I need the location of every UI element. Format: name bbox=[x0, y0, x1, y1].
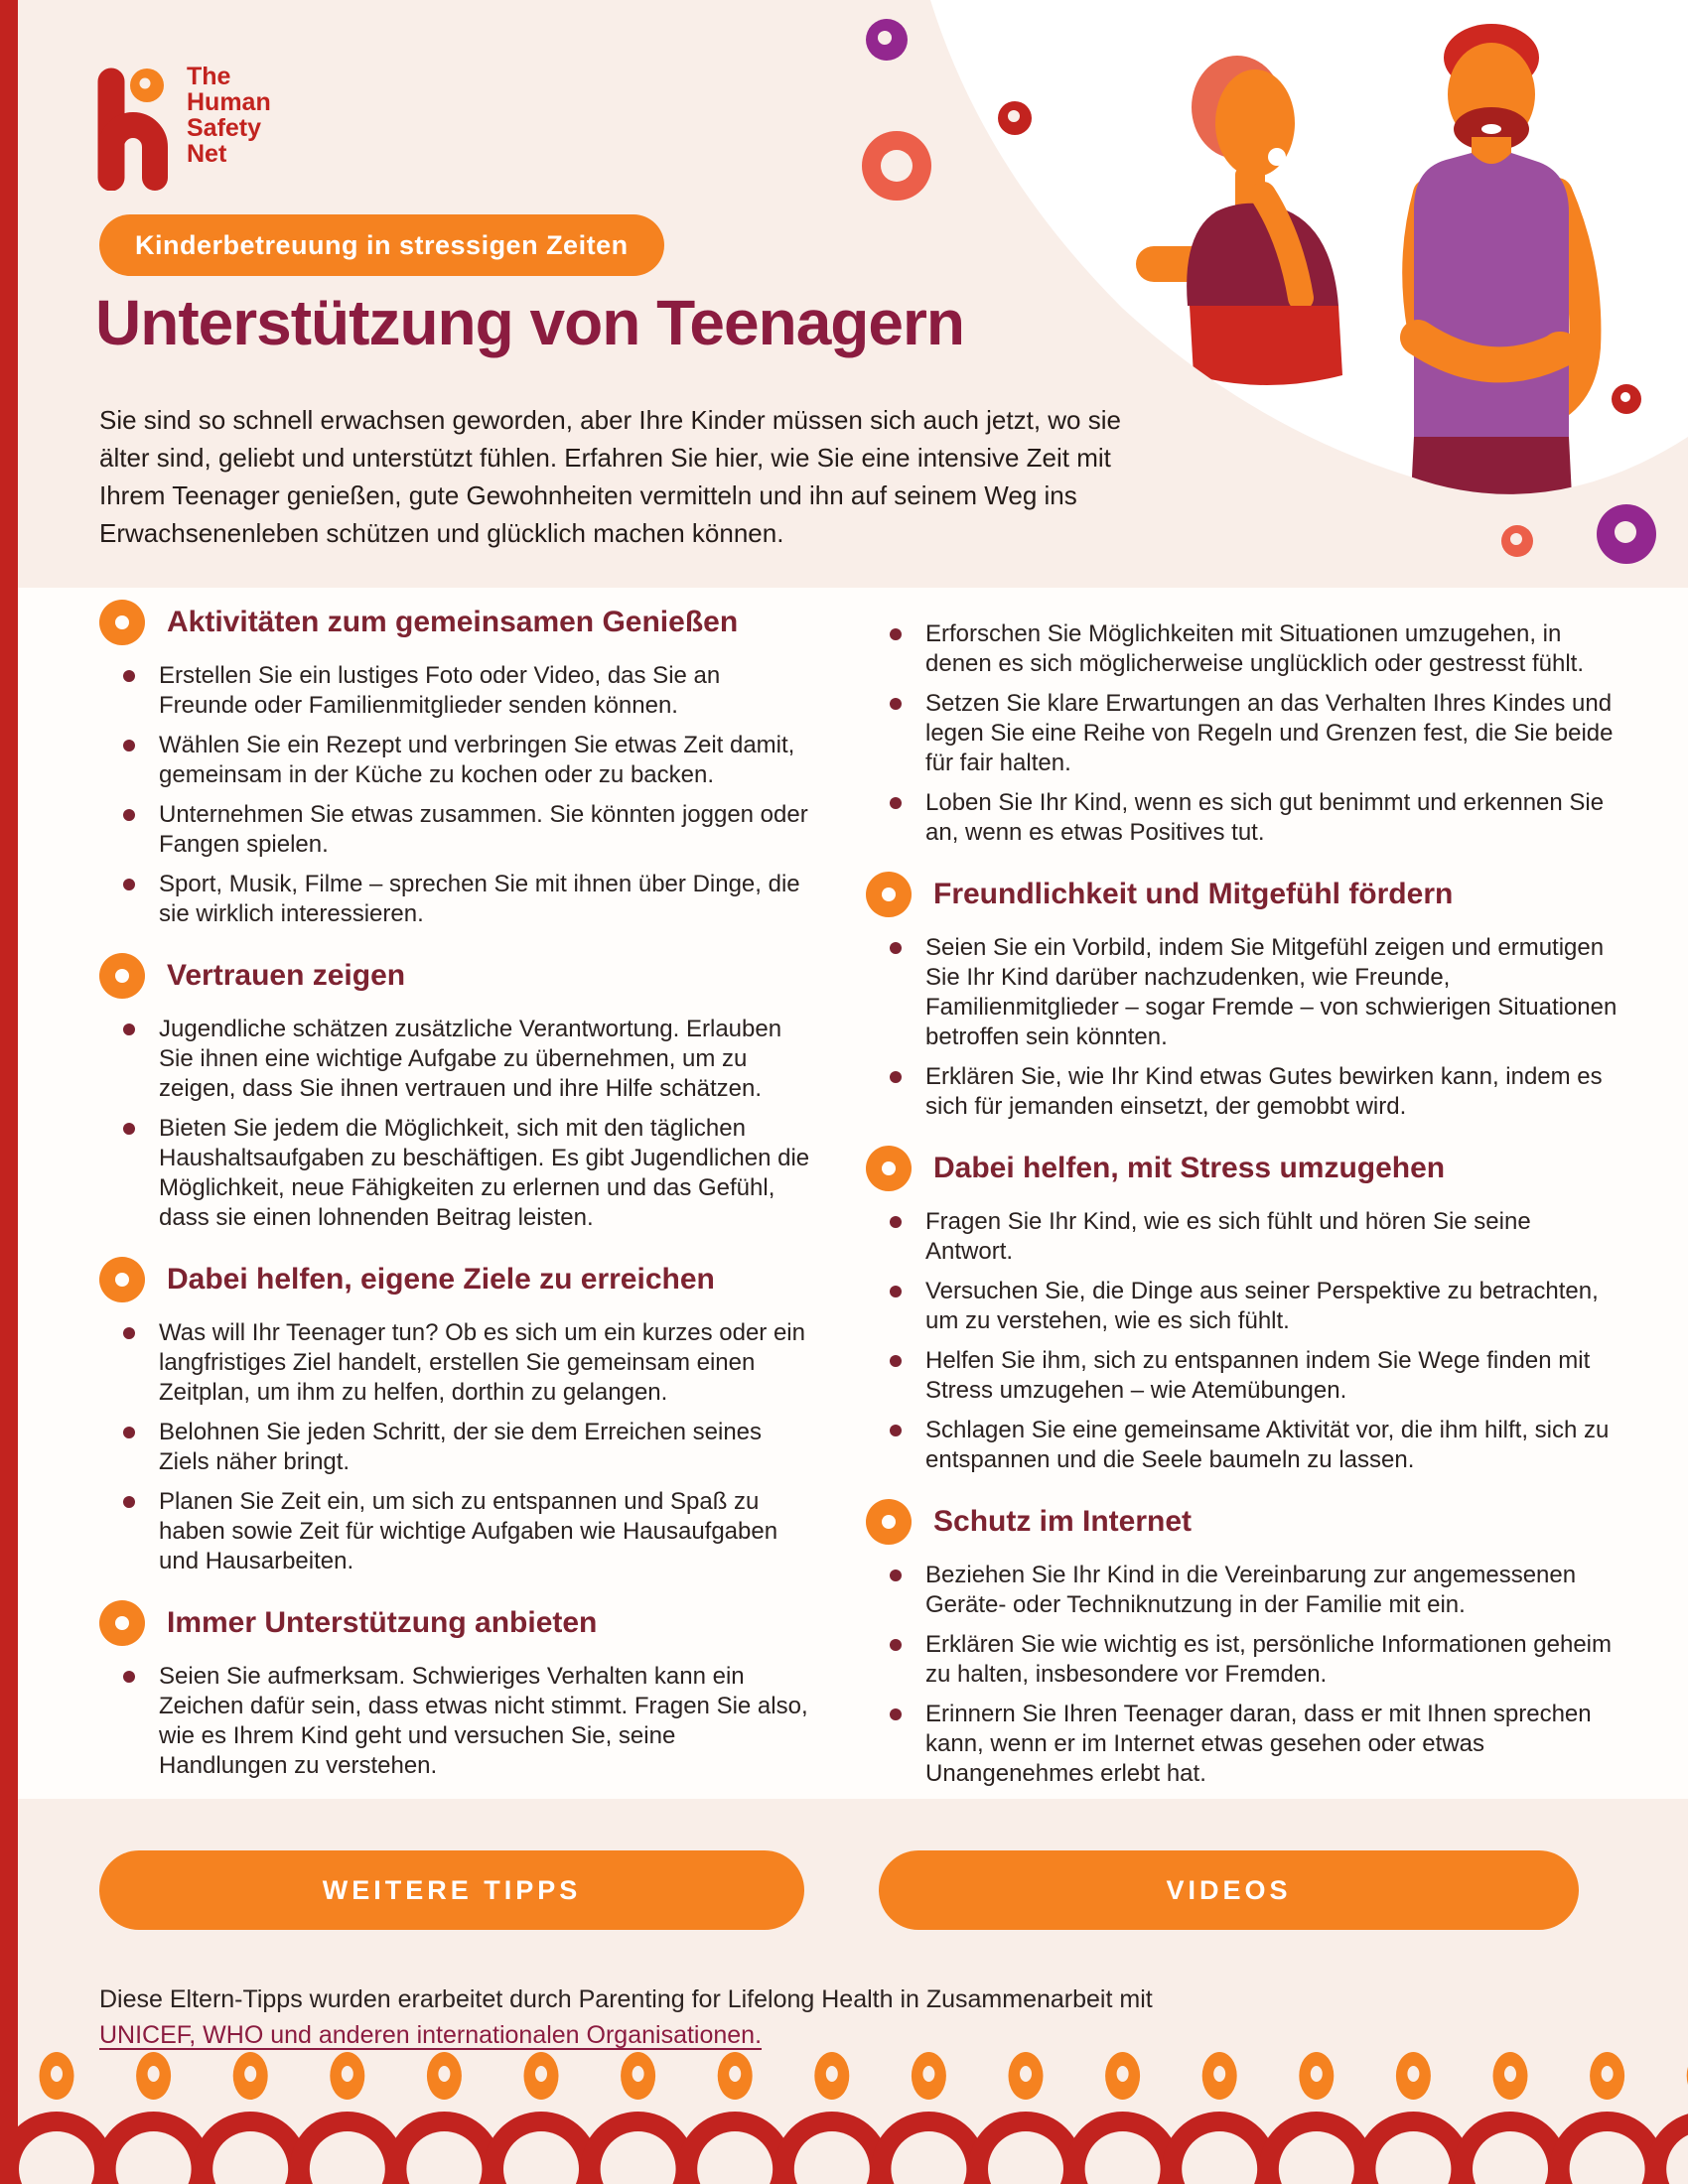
tip-item bbox=[99, 1318, 810, 1408]
section-donut-icon bbox=[866, 1499, 912, 1545]
tip-text: Unternehmen Sie etwas zusammen. Sie könnten joggen oder Fangen spielen. bbox=[159, 801, 808, 858]
tip-item bbox=[99, 1487, 810, 1576]
bullet-dot-icon bbox=[890, 1286, 902, 1297]
more-tips-button[interactable]: WEITERE TIPPS bbox=[99, 1850, 804, 1930]
section-heading: Freundlichkeit und Mitgefühl fördern bbox=[933, 878, 1454, 910]
section-header bbox=[866, 872, 1620, 917]
bullet-dot-icon bbox=[123, 809, 135, 821]
tip-text: Belohnen Sie jeden Schritt, der sie dem Erreichen seines Ziels näher bringt. bbox=[159, 1419, 763, 1475]
section-donut-icon bbox=[99, 953, 145, 999]
bullet-dot-icon bbox=[123, 1123, 135, 1135]
intro-paragraph: Sie sind so schnell erwachsen geworden, aber Ihre Kinder müssen sich auch jetzt, wo sie älter sind, geliebt und unterstützt fühlen. Erfahren Sie hier, wie Sie eine intensive Zeit mit Ihrem Teenager genießen, gute Gewohnheiten vermitteln und ihn auf seinem Weg ins Erwachsenenleben schützen und glücklich machen können. bbox=[99, 405, 1121, 548]
tip-text: Bieten Sie jedem die Möglichkeit, sich mit den täglichen Haushaltsaufgaben zu beschäftigen. Es gibt Jugendlichen die Möglichkeit, neue Fähigkeiten zu erlernen und das Gefühl, dass sie einen lohnenden Beitrag leisten. bbox=[159, 1115, 810, 1231]
tips-list bbox=[99, 1662, 810, 1781]
tip-text: Erforschen Sie Möglichkeiten mit Situationen umzugehen, in denen es sich möglicherweise unglücklich oder gestresst fühlt. bbox=[925, 620, 1585, 677]
tip-item bbox=[866, 933, 1620, 1052]
bullet-dot-icon bbox=[890, 1570, 902, 1581]
tips-section bbox=[99, 953, 810, 1233]
tip-item bbox=[99, 661, 810, 721]
tip-text: Schlagen Sie eine gemeinsame Aktivität vor, die ihm hilft, sich zu entspannen und die Seele baumeln zu lassen. bbox=[925, 1417, 1610, 1473]
tip-item bbox=[99, 1418, 810, 1477]
tip-text: Versuchen Sie, die Dinge aus seiner Perspektive zu betrachten, um zu verstehen, wie es sich fühlt. bbox=[925, 1278, 1599, 1334]
section-heading: Vertrauen zeigen bbox=[167, 959, 406, 992]
section-header bbox=[99, 953, 810, 999]
tips-section bbox=[99, 600, 810, 929]
bullet-dot-icon bbox=[890, 797, 902, 809]
page-title: Unterstützung von Teenagern bbox=[95, 287, 964, 358]
bullet-dot-icon bbox=[890, 1639, 902, 1651]
tips-list bbox=[99, 661, 810, 929]
tips-list bbox=[866, 933, 1620, 1122]
bullet-dot-icon bbox=[123, 670, 135, 682]
tips-section bbox=[866, 1146, 1620, 1475]
tip-text: Erklären Sie wie wichtig es ist, persönliche Informationen geheim zu halten, insbesondere vor Fremden. bbox=[925, 1631, 1612, 1688]
section-heading: Dabei helfen, eigene Ziele zu erreichen bbox=[167, 1263, 715, 1296]
tip-item bbox=[866, 1630, 1620, 1690]
tip-item bbox=[866, 788, 1620, 848]
section-header bbox=[866, 1146, 1620, 1191]
tip-item bbox=[866, 1062, 1620, 1122]
section-donut-icon bbox=[99, 600, 145, 645]
section-header bbox=[866, 1499, 1620, 1545]
bullet-dot-icon bbox=[890, 1708, 902, 1720]
bullet-dot-icon bbox=[890, 628, 902, 640]
tips-list bbox=[866, 619, 1620, 848]
tip-item bbox=[99, 800, 810, 860]
section-donut-icon bbox=[99, 1600, 145, 1646]
tips-section bbox=[99, 1257, 810, 1576]
tips-list bbox=[99, 1015, 810, 1233]
section-heading: Aktivitäten zum gemeinsamen Genießen bbox=[167, 606, 739, 638]
bullet-dot-icon bbox=[890, 1355, 902, 1367]
tip-item bbox=[866, 1561, 1620, 1620]
tips-list bbox=[99, 1318, 810, 1576]
bullet-dot-icon bbox=[123, 1496, 135, 1508]
tip-item bbox=[866, 1346, 1620, 1406]
section-donut-icon bbox=[866, 872, 912, 917]
bullet-dot-icon bbox=[123, 1024, 135, 1035]
tip-item bbox=[99, 1662, 810, 1781]
bullet-dot-icon bbox=[123, 1671, 135, 1683]
tip-item bbox=[866, 1416, 1620, 1475]
section-donut-icon bbox=[866, 1146, 912, 1191]
bullet-dot-icon bbox=[890, 1216, 902, 1228]
tips-section bbox=[866, 872, 1620, 1122]
tip-text: Loben Sie Ihr Kind, wenn es sich gut benimmt und erkennen Sie an, wenn es etwas Positives tut. bbox=[925, 789, 1605, 846]
tips-list bbox=[866, 1207, 1620, 1475]
bullet-dot-icon bbox=[123, 1327, 135, 1339]
section-heading: Schutz im Internet bbox=[933, 1505, 1193, 1538]
section-header bbox=[99, 1600, 810, 1646]
left-edge-stripe bbox=[0, 0, 18, 2184]
tip-text: Erinnern Sie Ihren Teenager daran, dass er mit Ihnen sprechen kann, wenn er im Internet etwas gesehen oder etwas Unangenehmes erlebt hat. bbox=[925, 1701, 1592, 1787]
bottom-border-decoration bbox=[0, 2035, 1688, 2184]
organisations-link[interactable]: UNICEF, WHO und anderen internationalen Organisationen. bbox=[99, 2021, 763, 2049]
videos-button[interactable]: VIDEOS bbox=[879, 1850, 1579, 1930]
tip-text: Jugendliche schätzen zusätzliche Verantwortung. Erlauben Sie ihnen eine wichtige Aufgabe zu übernehmen, um zu zeigen, dass Sie ihnen vertrauen und ihre Hilfe schätzen. bbox=[159, 1016, 782, 1102]
tip-item bbox=[866, 1277, 1620, 1336]
tip-item bbox=[866, 689, 1620, 778]
tip-item bbox=[99, 870, 810, 929]
tips-section bbox=[866, 619, 1620, 848]
logo bbox=[97, 60, 271, 191]
left-column bbox=[99, 600, 810, 1791]
tip-item bbox=[99, 731, 810, 790]
topic-badge: Kinderbetreuung in stressigen Zeiten bbox=[99, 214, 664, 276]
tip-item bbox=[866, 1207, 1620, 1267]
bullet-dot-icon bbox=[890, 942, 902, 954]
tip-text: Fragen Sie Ihr Kind, wie es sich fühlt und hören Sie seine Antwort. bbox=[925, 1208, 1531, 1265]
human-safety-net-person-icon bbox=[97, 60, 171, 191]
right-column bbox=[866, 600, 1620, 1799]
tip-item bbox=[99, 1015, 810, 1104]
footer-text: Diese Eltern-Tipps wurden erarbeitet durch Parenting for Lifelong Health in Zusammenarbeit mit bbox=[99, 1985, 1153, 2013]
bullet-dot-icon bbox=[890, 698, 902, 710]
bullet-dot-icon bbox=[123, 879, 135, 890]
tip-text: Seien Sie ein Vorbild, indem Sie Mitgefühl zeigen und ermutigen Sie Ihr Kind darüber nachzudenken, wie Freunde, Familienmitglieder – sogar Fremde – von schwierigen Situationen betroffen sein könnten. bbox=[925, 934, 1618, 1050]
section-header bbox=[99, 1257, 810, 1302]
bullet-dot-icon bbox=[123, 740, 135, 751]
section-heading: Dabei helfen, mit Stress umzugehen bbox=[933, 1152, 1446, 1184]
section-header bbox=[99, 600, 810, 645]
tip-text: Erklären Sie, wie Ihr Kind etwas Gutes bewirken kann, indem es sich für jemanden einsetzt, der gemobbt wird. bbox=[925, 1063, 1603, 1120]
tip-text: Helfen Sie ihm, sich zu entspannen indem Sie Wege finden mit Stress umzugehen – wie Atemübungen. bbox=[925, 1347, 1591, 1404]
tip-text: Wählen Sie ein Rezept und verbringen Sie etwas Zeit damit, gemeinsam in der Küche zu kochen oder zu backen. bbox=[159, 732, 795, 788]
section-heading: Immer Unterstützung anbieten bbox=[167, 1606, 598, 1639]
tips-list bbox=[866, 1561, 1620, 1789]
bullet-dot-icon bbox=[123, 1427, 135, 1438]
bullet-dot-icon bbox=[890, 1071, 902, 1083]
tip-item bbox=[866, 619, 1620, 679]
tip-text: Planen Sie Zeit ein, um sich zu entspannen und Spaß zu haben sowie Zeit für wichtige Aufgaben wie Hausaufgaben und Hausarbeiten. bbox=[159, 1488, 778, 1574]
tip-text: Erstellen Sie ein lustiges Foto oder Video, das Sie an Freunde oder Familienmitglieder senden können. bbox=[159, 662, 721, 719]
logo-wordmark: The Human Safety Net bbox=[187, 63, 271, 168]
tip-item bbox=[866, 1700, 1620, 1789]
tip-item bbox=[99, 1114, 810, 1233]
tip-text: Seien Sie aufmerksam. Schwieriges Verhalten kann ein Zeichen dafür sein, dass etwas nicht stimmt. Fragen Sie also, wie es Ihrem Kind geht und versuchen Sie, seine Handlungen zu verstehen. bbox=[159, 1663, 808, 1779]
tips-section bbox=[99, 1600, 810, 1781]
section-donut-icon bbox=[99, 1257, 145, 1302]
tip-text: Beziehen Sie Ihr Kind in die Vereinbarung zur angemessenen Geräte- oder Techniknutzung in der Familie mit ein. bbox=[925, 1562, 1577, 1618]
tip-text: Setzen Sie klare Erwartungen an das Verhalten Ihres Kindes und legen Sie eine Reihe von Regeln und Grenzen fest, die Sie beide für fair halten. bbox=[925, 690, 1614, 776]
tip-text: Was will Ihr Teenager tun? Ob es sich um ein kurzes oder ein langfristiges Ziel handelt, erstellen Sie gemeinsam einen Zeitplan, um ihm zu helfen, dorthin zu gelangen. bbox=[159, 1319, 805, 1406]
tip-text: Sport, Musik, Filme – sprechen Sie mit ihnen über Dinge, die sie wirklich interessieren. bbox=[159, 871, 800, 927]
bullet-dot-icon bbox=[890, 1425, 902, 1436]
tips-section bbox=[866, 1499, 1620, 1789]
